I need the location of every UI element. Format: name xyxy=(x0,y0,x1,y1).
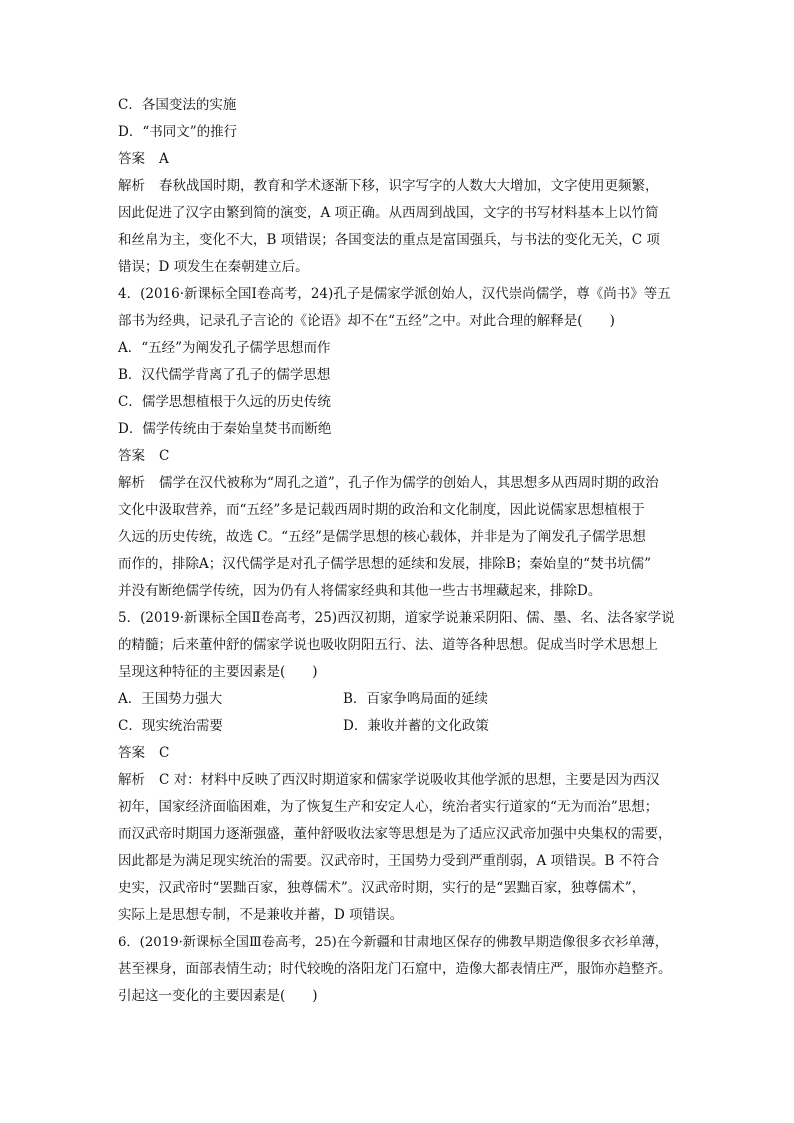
q5-analysis-line-2: 初年，国家经济面临困难，为了恢复生产和安定人心，统治者实行道家的“无为而治”思想； xyxy=(118,799,659,815)
analysis-label: 解析 xyxy=(118,475,145,491)
q4-stem-line-1: 4．(2016·新课标全国Ⅰ卷高考，24)孔子是儒家学派创始人，汉代崇尚儒学，尊《尚书》等五 xyxy=(118,286,671,302)
q5-option-a: A．王国势力强大 xyxy=(118,691,223,707)
q3-analysis-line-3: 和丝帛为主，变化不大，B 项错误；各国变法的重点是富国强兵，与书法的变化无关，C 项 xyxy=(118,232,660,248)
q5-option-d: D．兼收并蓄的文化政策 xyxy=(343,718,489,734)
q4-analysis-line-1 xyxy=(118,470,676,497)
q5-stem-line-3: 呈现这种特征的主要因素是( ) xyxy=(118,664,318,680)
q3-option-c: C．各国变法的实施 xyxy=(118,97,237,113)
q4-option-d: D．儒学传统由于秦始皇焚书而断绝 xyxy=(118,421,332,437)
analysis-text: 儒学在汉代被称为“周孔之道”，孔子作为儒学的创始人，其思想多从西周时期的政治 xyxy=(159,475,659,491)
q5-analysis-line-1 xyxy=(118,767,676,794)
q4-option-b: B．汉代儒学背离了孔子的儒学思想 xyxy=(118,367,331,383)
q4-analysis-line-4: 而作的，排除A；汉代儒学是对孔子儒学思想的延续和发展，排除B；秦始皇的“焚书坑儒” xyxy=(118,556,651,572)
answer-value: C xyxy=(159,745,170,761)
analysis-text: 春秋战国时期，教育和学术逐渐下移，识字写字的人数大大增加，文字使用更频繁， xyxy=(159,178,659,194)
q3-analysis-line-4: 错误；D 项发生在秦朝建立后。 xyxy=(118,259,309,275)
exam-page xyxy=(118,92,676,1010)
q6-stem-line-3: 引起这一变化的主要因素是( ) xyxy=(118,988,318,1004)
q5-stem-line-2: 的精髓；后来董仲舒的儒家学说也吸收阴阳五行、法、道等各种思想。促成当时学术思想上 xyxy=(118,637,658,653)
q5-analysis-line-6: 实际上是思想专制，不是兼收并蓄，D 项错误。 xyxy=(118,907,404,923)
q3-analysis-line-2: 因此促进了汉字由繁到简的演变，A 项正确。从西周到战国，文字的书写材料基本上以竹简 xyxy=(118,205,659,221)
q4-stem-line-2: 部书为经典，记录孔子言论的《论语》却不在“五经”之中。对此合理的解释是( ) xyxy=(118,313,615,329)
q4-option-a: A．“五经”为阐发孔子儒学思想而作 xyxy=(118,340,331,356)
answer-value: C xyxy=(159,448,170,464)
answer-label: 答案 xyxy=(118,151,145,167)
answer-label: 答案 xyxy=(118,745,145,761)
q5-options-row-2 xyxy=(118,713,676,740)
q3-answer xyxy=(118,146,676,173)
answer-label: 答案 xyxy=(118,448,145,464)
q5-options-row-1 xyxy=(118,686,676,713)
analysis-label: 解析 xyxy=(118,772,145,788)
q5-option-c: C．现实统治需要 xyxy=(118,718,223,734)
answer-value: A xyxy=(159,151,169,167)
q4-analysis-line-5: 并没有断绝儒学传统，因为仍有人将儒家经典和其他一些古书埋藏起来，排除D。 xyxy=(118,583,602,599)
q4-answer xyxy=(118,443,676,470)
q4-analysis-line-3: 久远的历史传统，故选 C。“五经”是儒学思想的核心载体，并非是为了阐发孔子儒学思想 xyxy=(118,529,646,545)
analysis-text: C 对：材料中反映了西汉时期道家和儒家学说吸收其他学派的思想，主要是因为西汉 xyxy=(159,772,660,788)
q5-analysis-line-4: 因此都是为满足现实统治的需要。汉武帝时，王国势力受到严重削弱，A 项错误。B 不符合 xyxy=(118,853,660,869)
q4-option-c: C．儒学思想植根于久远的历史传统 xyxy=(118,394,331,410)
q6-stem-line-2: 甚至裸身，面部表情生动；时代较晚的洛阳龙门石窟中，造像大都表情庄严，服饰亦趋整齐。 xyxy=(118,961,672,977)
q5-option-b: B．百家争鸣局面的延续 xyxy=(343,691,488,707)
q5-answer xyxy=(118,740,676,767)
q6-stem-line-1: 6．(2019·新课标全国Ⅲ卷高考，25)在今新疆和甘肃地区保存的佛教早期造像很多衣衫单薄， xyxy=(118,935,669,950)
q4-analysis-line-2: 文化中汲取营养，而“五经”多是记载西周时期的政治和文化制度，因此说儒家思想植根于 xyxy=(118,502,645,518)
q5-stem-line-1: 5．(2019·新课标全国Ⅱ卷高考，25)西汉初期，道家学说兼采阴阳、儒、墨、名、法各家学说 xyxy=(118,610,675,626)
q3-option-d: D．“书同文”的推行 xyxy=(118,124,238,140)
q5-analysis-line-3: 而汉武帝时期国力逐渐强盛，董仲舒吸收法家等思想是为了适应汉武帝加强中央集权的需要， xyxy=(118,826,672,842)
analysis-label: 解析 xyxy=(118,178,145,194)
q3-analysis-line-1 xyxy=(118,173,676,200)
q5-analysis-line-5: 史实，汉武帝时“罢黜百家，独尊儒术”。汉武帝时期，实行的是“罢黜百家，独尊儒术”， xyxy=(118,880,646,896)
